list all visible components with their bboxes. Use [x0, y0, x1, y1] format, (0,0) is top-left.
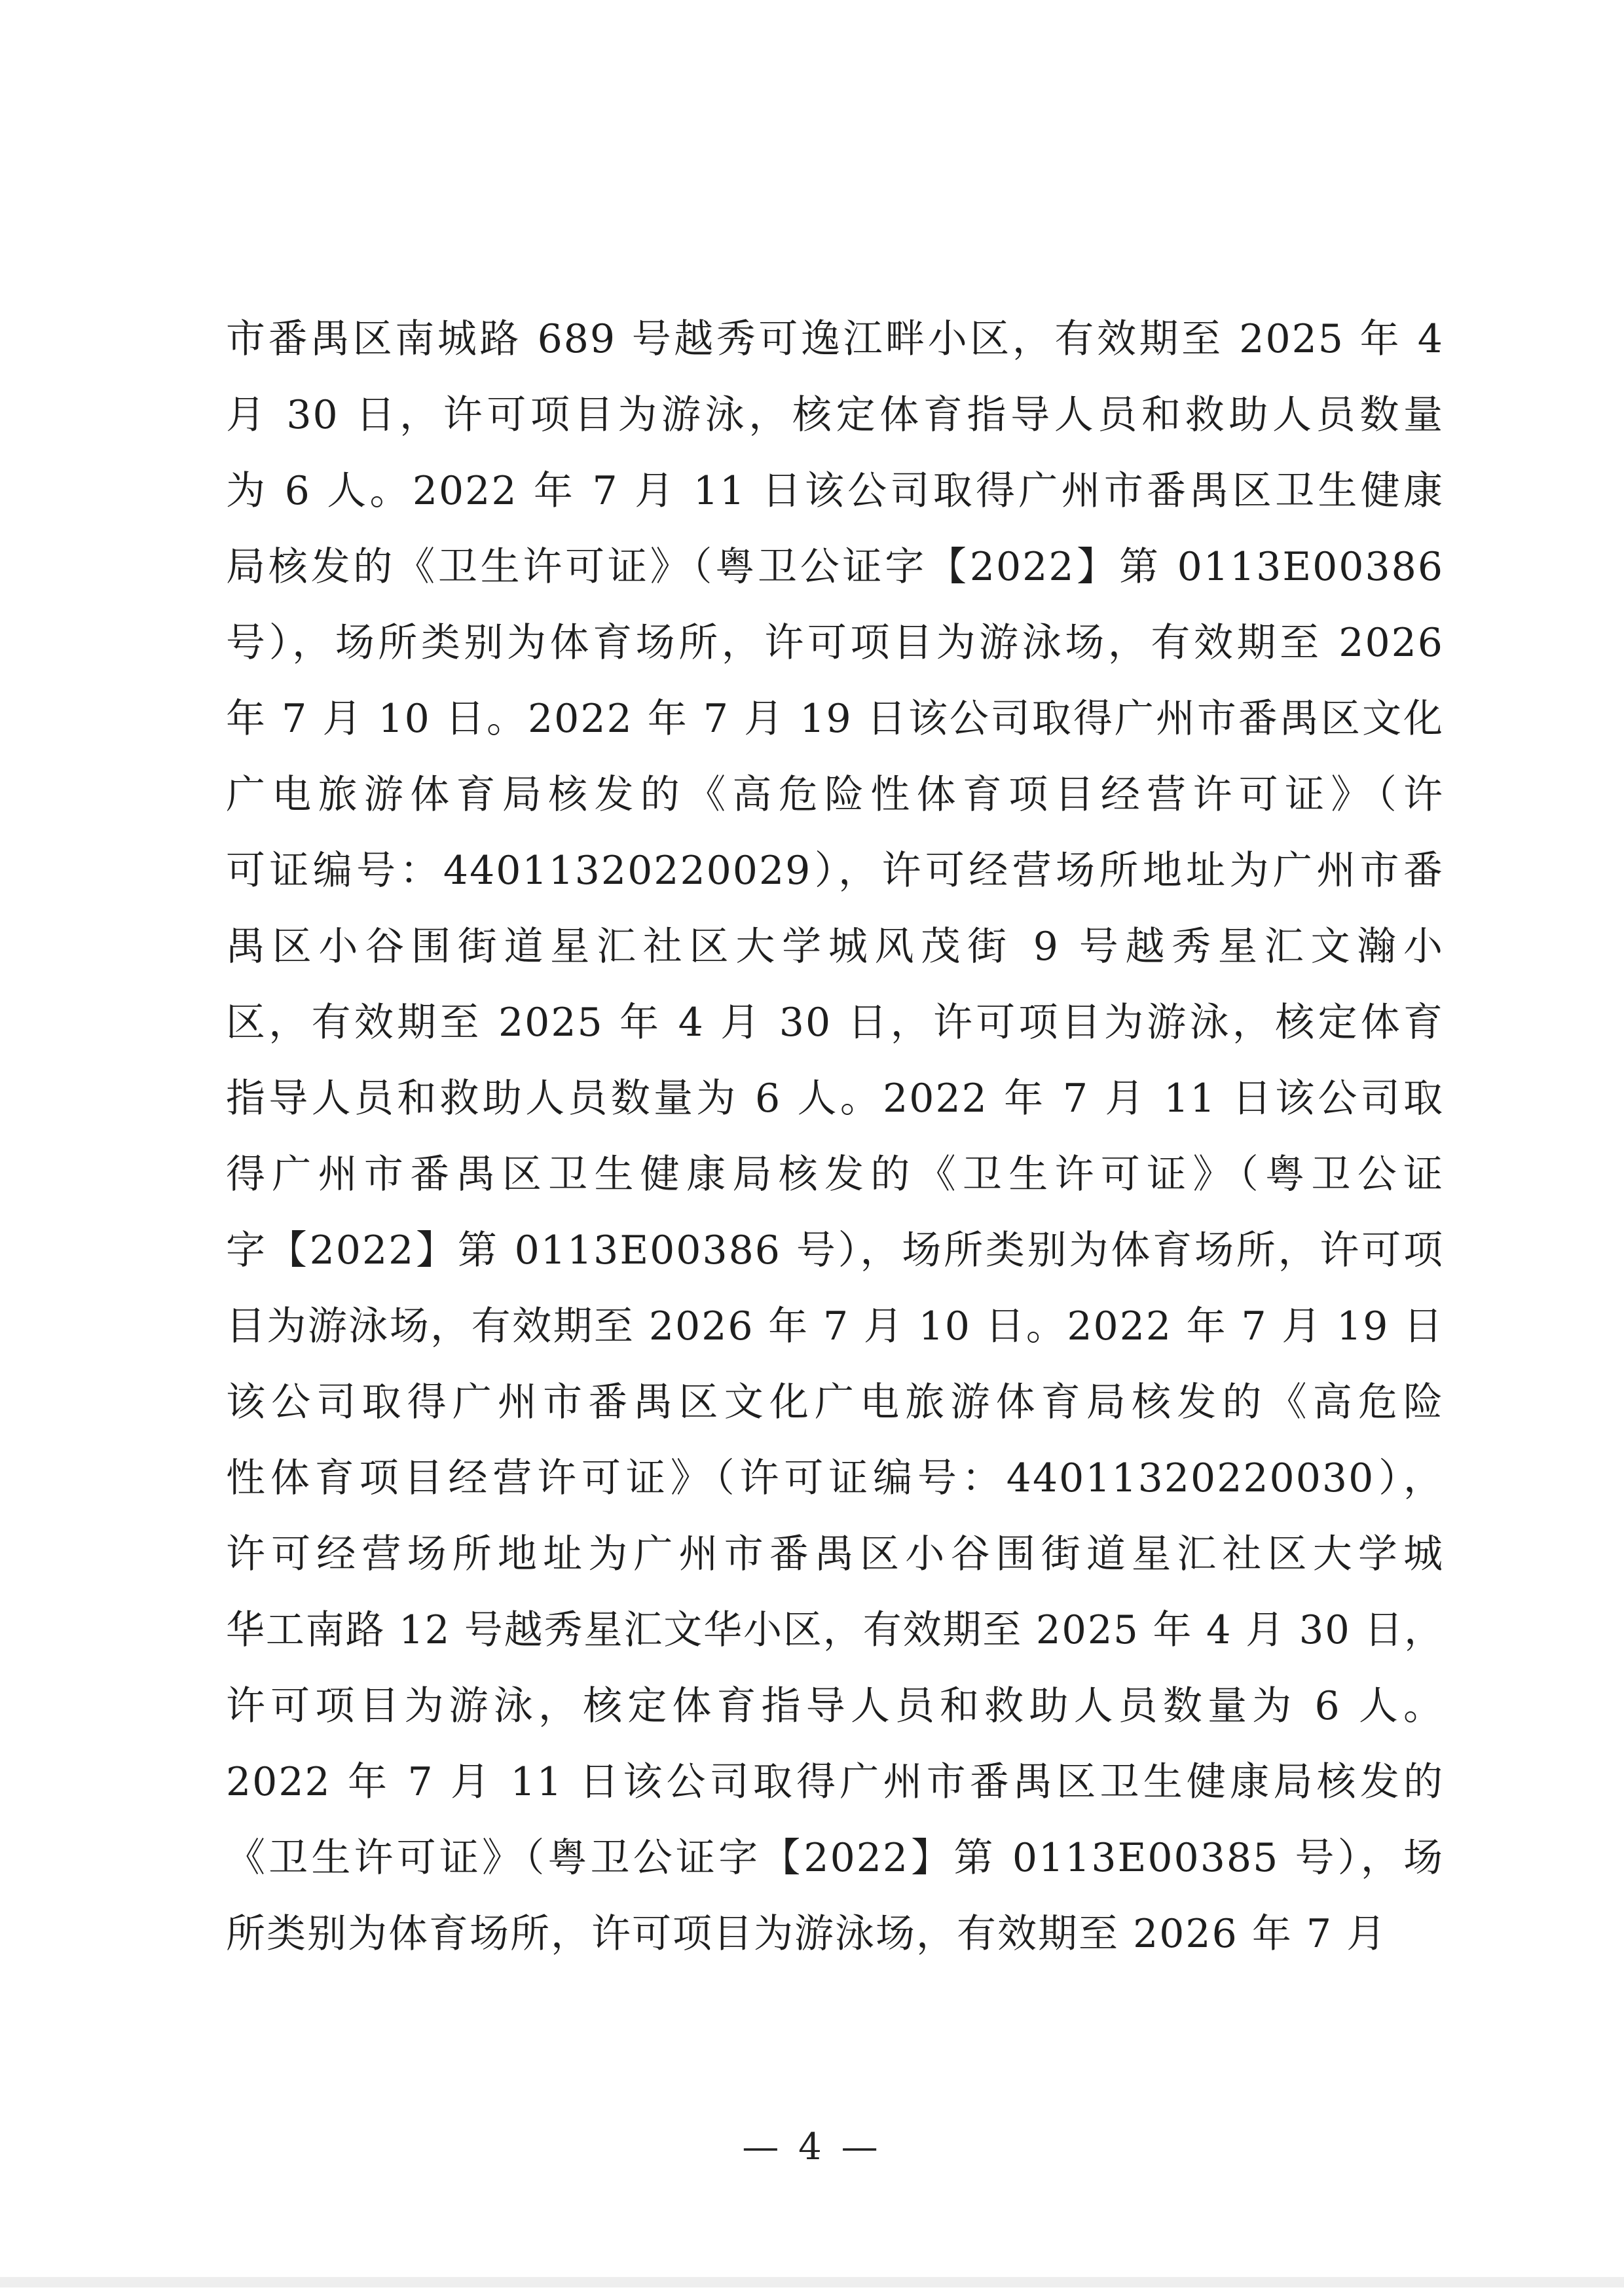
text-line: 区，有效期至 2025 年 4 月 30 日，许可项目为游泳，核定体育	[226, 1000, 1444, 1046]
text-line: 性体育项目经营许可证》（许可证编号：44011320220030），	[226, 1455, 1444, 1501]
text-line: 为 6 人。2022 年 7 月 11 日该公司取得广州市番禺区卫生健康	[226, 468, 1444, 514]
text-line: 年 7 月 10 日。2022 年 7 月 19 日该公司取得广州市番禺区文化	[226, 696, 1444, 742]
text-line: 字【2022】第 0113E00386 号），场所类别为体育场所，许可项	[226, 1228, 1444, 1273]
text-line: 许可项目为游泳，核定体育指导人员和救助人员数量为 6 人。	[226, 1683, 1444, 1729]
text-line: 月 30 日，许可项目为游泳，核定体育指导人员和救助人员数量	[226, 392, 1444, 438]
text-line: 指导人员和救助人员数量为 6 人。2022 年 7 月 11 日该公司取	[226, 1076, 1444, 1121]
page-number: — 4 —	[742, 2126, 882, 2168]
text-line: 该公司取得广州市番禺区文化广电旅游体育局核发的《高危险	[226, 1379, 1444, 1425]
text-line: 禺区小谷围街道星汇社区大学城风茂街 9 号越秀星汇文瀚小	[226, 924, 1444, 970]
text-line: 目为游泳场，有效期至 2026 年 7 月 10 日。2022 年 7 月 19 日	[226, 1303, 1444, 1349]
text-line: 2022 年 7 月 11 日该公司取得广州市番禺区卫生健康局核发的	[226, 1759, 1444, 1805]
text-line: 华工南路 12 号越秀星汇文华小区，有效期至 2025 年 4 月 30 日，	[226, 1607, 1445, 1653]
text-line: 广电旅游体育局核发的《高危险性体育项目经营许可证》（许	[226, 772, 1444, 818]
text-line: 所类别为体育场所，许可项目为游泳场，有效期至 2026 年 7 月	[226, 1911, 1388, 1957]
text-line: 局核发的《卫生许可证》（粤卫公证字【2022】第 0113E00386	[226, 544, 1444, 590]
body-paragraph	[226, 301, 1444, 1972]
scanner-edge-band	[0, 2277, 1624, 2287]
text-line: 市番禺区南城路 689 号越秀可逸江畔小区，有效期至 2025 年 4	[226, 316, 1444, 362]
text-line: 号），场所类别为体育场所，许可项目为游泳场，有效期至 2026	[226, 620, 1444, 666]
text-line: 可证编号：44011320220029），许可经营场所地址为广州市番	[226, 848, 1444, 894]
text-line: 《卫生许可证》（粤卫公证字【2022】第 0113E00385 号），场	[226, 1835, 1444, 1881]
text-line: 许可经营场所地址为广州市番禺区小谷围街道星汇社区大学城	[226, 1531, 1444, 1577]
text-line: 得广州市番禺区卫生健康局核发的《卫生许可证》（粤卫公证	[226, 1152, 1444, 1197]
